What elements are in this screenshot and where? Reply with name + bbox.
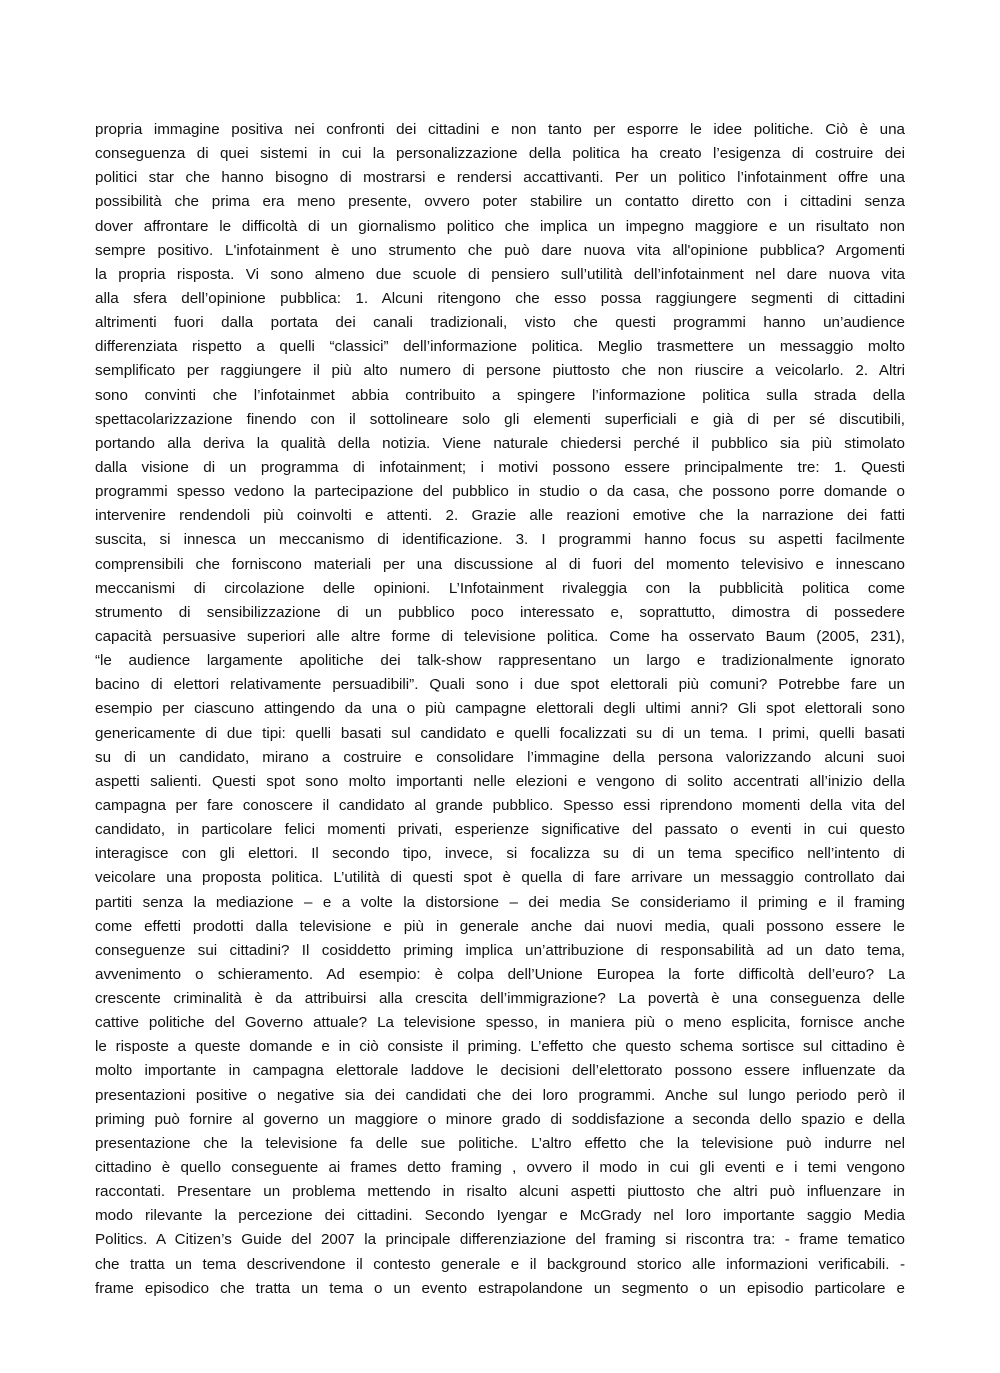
text-line: conseguenza di quei sistemi in cui la personalizzazione della politica ha creato l’esigenza di costruire dei — [95, 145, 905, 163]
text-line: dover affrontare le difficoltà di un giornalismo politico che implica un impegno maggiore e un risultato non — [95, 217, 905, 235]
text-line: propria immagine positiva nei confronti dei cittadini e non tanto per esporre le idee politiche. Ciò è una — [95, 121, 905, 138]
text-line: raccontati. Presentare un problema mettendo in risalto alcuni aspetti piuttosto che altri può influenzare in — [95, 1183, 905, 1201]
text-line: genericamente di due tipi: quelli basati sul candidato e quelli focalizzati su di un tema. I primi, quelli basati — [95, 724, 905, 742]
text-line: che tratta un tema descrivendone il contesto generale e il background storico alle informazioni verificabili. - — [95, 1255, 905, 1273]
document-page — [95, 118, 905, 1301]
text-line: semplificato per raggiungere il più alto numero di persone piuttosto che non riuscire a veicolarlo. 2. Altri — [95, 362, 905, 380]
text-line: politici star che hanno bisogno di mostrarsi e rendersi accattivanti. Per un politico l’infotainment offre una — [95, 169, 905, 187]
text-line: aspetti salienti. Questi spot sono molto importanti nelle elezioni e vengono di solito accentrati all’inizio della — [95, 772, 905, 790]
text-line: bacino di elettori relativamente persuadibili”. Quali sono i due spot elettorali più comuni? Potrebbe fare un — [95, 676, 905, 694]
text-line: cittadino è quello conseguente ai frames detto framing , ovvero il modo in cui gli eventi e i temi vengono — [95, 1159, 905, 1177]
text-line: modo rilevante la percezione dei cittadini. Secondo Iyengar e McGrady nel loro importante saggio Media — [95, 1207, 905, 1225]
text-line: conseguenze sui cittadini? Il cosiddetto priming implica un’attribuzione di responsabilità ad un dato tema, — [95, 941, 905, 959]
text-line: capacità persuasive superiori alle altre forme di televisione politica. Come ha osservato Baum (2005, 231), — [95, 627, 905, 645]
text-line: “le audience largamente apolitiche dei talk-show rappresentano un largo e tradizionalmente ignorato — [95, 652, 905, 670]
text-line: suscita, si innesca un meccanismo di identificazione. 3. I programmi hanno focus su aspetti facilmente — [95, 531, 905, 549]
text-line: sempre positivo. L'infotainment è uno strumento che può dare nuova vita all'opinione pubblica? Argomenti — [95, 241, 905, 259]
text-line: su di un candidato, mirano a costruire e consolidare l’immagine della persona valorizzando alcuni suoi — [95, 748, 905, 766]
text-line: frame episodico che tratta un tema o un evento estrapolandone un segmento o un episodio particolare e — [95, 1279, 905, 1297]
text-line: strumento di sensibilizzazione di un pubblico poco interessato e, soprattutto, dimostra di possedere — [95, 603, 905, 621]
text-line: possibilità che prima era meno presente, ovvero poter stabilire un contatto diretto con i cittadini senza — [95, 193, 905, 211]
text-line: presentazione che la televisione fa delle sue politiche. L’altro effetto che la televisione può indurre nel — [95, 1134, 905, 1152]
text-line: veicolare una proposta politica. L’utilità di questi spot è quella di fare arrivare un messaggio controllato dai — [95, 869, 905, 887]
text-line: alla sfera dell’opinione pubblica: 1. Alcuni ritengono che esso possa raggiungere segmenti di cittadini — [95, 289, 905, 307]
text-line: partiti senza la mediazione – e a volte la distorsione – dei media Se consideriamo il priming e il framing — [95, 893, 905, 911]
text-line: interagisce con gli elettori. Il secondo tipo, invece, si focalizza su di un tema specifico nell’intento di — [95, 845, 905, 863]
text-line: differenziata rispetto a quelli “classici” dell’informazione politica. Meglio trasmettere un messaggio molto — [95, 338, 905, 356]
text-line: intervenire rendendoli più coinvolti e attenti. 2. Grazie alle reazioni emotive che la narrazione dei fatti — [95, 507, 905, 525]
text-line: Politics. A Citizen’s Guide del 2007 la principale differenziazione del framing si riscontra tra: - frame tematico — [95, 1231, 905, 1249]
text-line: candidato, in particolare felici momenti privati, esperienze significative del passato o eventi in cui questo — [95, 821, 905, 839]
text-line: sono convinti che l’infotainmet abbia contribuito a spingere l’informazione politica sulla strada della — [95, 386, 905, 404]
text-line: crescente criminalità è da attribuirsi alla crescita dell’immigrazione? La povertà è una conseguenza delle — [95, 990, 905, 1008]
text-line: avvenimento o schieramento. Ad esempio: è colpa dell’Unione Europea la forte difficoltà dell’euro? La — [95, 965, 905, 983]
text-line: portando alla deriva la qualità della notizia. Viene naturale chiedersi perché il pubblico sia più stimolato — [95, 434, 905, 452]
text-line: come effetti prodotti dalla televisione e più in generale anche dai nuovi media, quali possono essere le — [95, 917, 905, 935]
text-line: meccanismi di circolazione delle opinioni. L’Infotainment rivaleggia con la pubblicità politica come — [95, 579, 905, 597]
text-line: cattive politiche del Governo attuale? La televisione spesso, in maniera più o meno esplicita, fornisce anche — [95, 1014, 905, 1032]
text-line: programmi spesso vedono la partecipazione del pubblico in studio o da casa, che possono porre domande o — [95, 483, 905, 501]
text-line: altrimenti fuori dalla portata dei canali tradizionali, visto che questi programmi hanno un’audience — [95, 314, 905, 332]
text-line: molto importante in campagna elettorale laddove le decisioni dell’elettorato possono essere influenzate da — [95, 1062, 905, 1080]
text-line: la propria risposta. Vi sono almeno due scuole di pensiero sull’utilità dell’infotainment nel dare nuova vita — [95, 265, 905, 283]
text-line: campagna per fare conoscere il candidato al grande pubblico. Spesso essi riprendono momenti della vita del — [95, 796, 905, 814]
text-line: presentazioni positive o negative sia dei candidati che dei loro programmi. Anche sul lungo periodo però il — [95, 1086, 905, 1104]
text-line: priming può fornire al governo un maggiore o minore grado di soddisfazione a seconda dello spazio e della — [95, 1110, 905, 1128]
text-line: comprensibili che forniscono materiali per una discussione al di fuori del momento televisivo e innescano — [95, 555, 905, 573]
text-line: esempio per ciascuno attingendo da una o più campagne elettorali degli ultimi anni? Gli spot elettorali sono — [95, 700, 905, 718]
text-line: le risposte a queste domande e in ciò consiste il priming. L’effetto che questo schema sortisce sul cittadino è — [95, 1038, 905, 1056]
text-line: dalla visione di un programma di infotainment; i motivi possono essere principalmente tre: 1. Questi — [95, 458, 905, 476]
text-line: spettacolarizzazione finendo con il sottolineare solo gli elementi superficiali e già di per sé discutibili, — [95, 410, 905, 428]
